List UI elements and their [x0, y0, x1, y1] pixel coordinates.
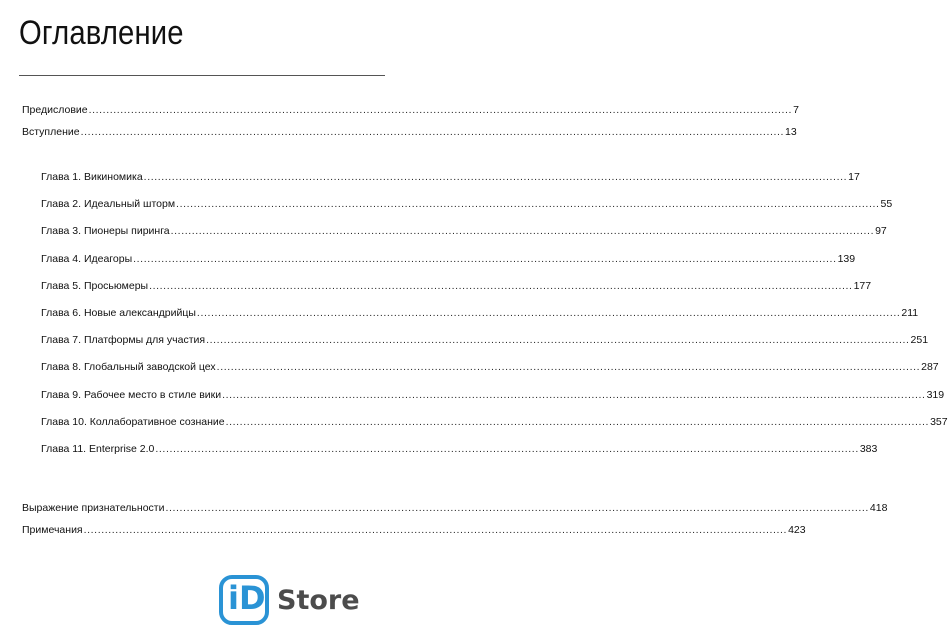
toc-entry-page-number: 7: [793, 104, 799, 116]
toc-entry-label: Выражение признательности: [22, 502, 165, 514]
toc-entry-page-number: 177: [853, 279, 872, 292]
toc-entry-label: Глава 5. Просьюмеры: [41, 279, 149, 292]
toc-entry-page-number: 423: [788, 524, 806, 536]
toc-dot-leader: ........................................................................................................................................................................................................: [133, 252, 837, 265]
toc-entry[interactable]: [41, 442, 878, 456]
toc-dot-leader: ........................................................................................................................................................................................................: [222, 388, 926, 401]
toc-entry[interactable]: [22, 523, 806, 537]
idstore-logo-id: iD: [228, 579, 266, 617]
toc-entry-page-number: 211: [901, 307, 919, 319]
toc-dot-leader: ........................................................................................................................................................................................................: [149, 279, 853, 292]
page-title: Оглавление: [19, 14, 184, 52]
toc-entry[interactable]: [41, 388, 945, 402]
toc-entry-label: Глава 11. Enterprise 2.0: [41, 443, 155, 455]
toc-entry-page-number: 251: [910, 334, 929, 347]
toc-entry-page-number: 357: [930, 415, 948, 428]
toc-dot-leader: ........................................................................................................................................................................................................: [196, 307, 901, 319]
toc-entry[interactable]: [41, 252, 856, 266]
toc-entry-page-number: 17: [848, 171, 860, 183]
toc-dot-leader: ........................................................................................................................................................................................................: [216, 361, 921, 374]
toc-dot-leader: ........................................................................................................................................................................................................: [225, 415, 930, 428]
toc-dot-leader: ........................................................................................................................................................................................................: [170, 225, 875, 238]
toc-dot-leader: ........................................................................................................................................................................................................: [88, 104, 793, 116]
idstore-logo-store: Store: [277, 585, 360, 616]
toc-entry-page-number: 319: [926, 388, 945, 401]
idstore-watermark-logo: [219, 575, 359, 629]
toc-entry[interactable]: [41, 197, 893, 211]
toc-dot-leader: ........................................................................................................................................................................................................: [165, 502, 869, 514]
toc-entry-page-number: 13: [785, 126, 797, 138]
toc-entry[interactable]: [41, 279, 872, 293]
toc-entry-label: Глава 10. Коллаборативное сознание: [41, 415, 225, 428]
toc-entry-label: Глава 4. Идеагоры: [41, 252, 133, 265]
toc-dot-leader: ........................................................................................................................................................................................................: [176, 198, 880, 211]
toc-entry-label: Глава 9. Рабочее место в стиле вики: [41, 388, 222, 401]
toc-dot-leader: ........................................................................................................................................................................................................: [83, 524, 788, 536]
title-divider: [19, 75, 385, 76]
toc-entry-label: Глава 1. Викиномика: [41, 171, 143, 183]
toc-entry[interactable]: [22, 103, 799, 117]
toc-entry[interactable]: [41, 170, 860, 184]
toc-entry[interactable]: [22, 501, 888, 515]
toc-entry-label: Примечания: [22, 524, 83, 536]
toc-dot-leader: ........................................................................................................................................................................................................: [155, 443, 859, 455]
toc-entry-label: Предисловие: [22, 104, 88, 116]
toc-entry-page-number: 55: [880, 198, 893, 211]
toc-dot-leader: ........................................................................................................................................................................................................: [206, 334, 910, 347]
toc-entry-label: Глава 3. Пионеры пиринга: [41, 225, 170, 238]
toc-entry[interactable]: [41, 224, 887, 238]
toc-entry-label: Вступление: [22, 126, 80, 138]
toc-entry[interactable]: [41, 306, 919, 320]
toc-dot-leader: ........................................................................................................................................................................................................: [80, 126, 785, 138]
toc-entry[interactable]: [41, 333, 929, 347]
toc-entry-page-number: 418: [869, 502, 888, 514]
toc-entry-label: Глава 6. Новые александрийцы: [41, 307, 196, 319]
toc-entry-page-number: 287: [921, 361, 939, 374]
toc-entry-page-number: 139: [837, 252, 856, 265]
toc-entry[interactable]: [22, 125, 797, 139]
toc-entry-label: Глава 2. Идеальный шторм: [41, 198, 176, 211]
toc-entry-label: Глава 7. Платформы для участия: [41, 334, 206, 347]
toc-dot-leader: ........................................................................................................................................................................................................: [143, 171, 848, 183]
toc-entry-page-number: 383: [859, 443, 878, 455]
toc-entry-page-number: 97: [875, 225, 887, 238]
toc-entry[interactable]: [41, 360, 939, 374]
toc-entry[interactable]: [41, 415, 948, 429]
toc-entry-label: Глава 8. Глобальный заводской цех: [41, 361, 216, 374]
